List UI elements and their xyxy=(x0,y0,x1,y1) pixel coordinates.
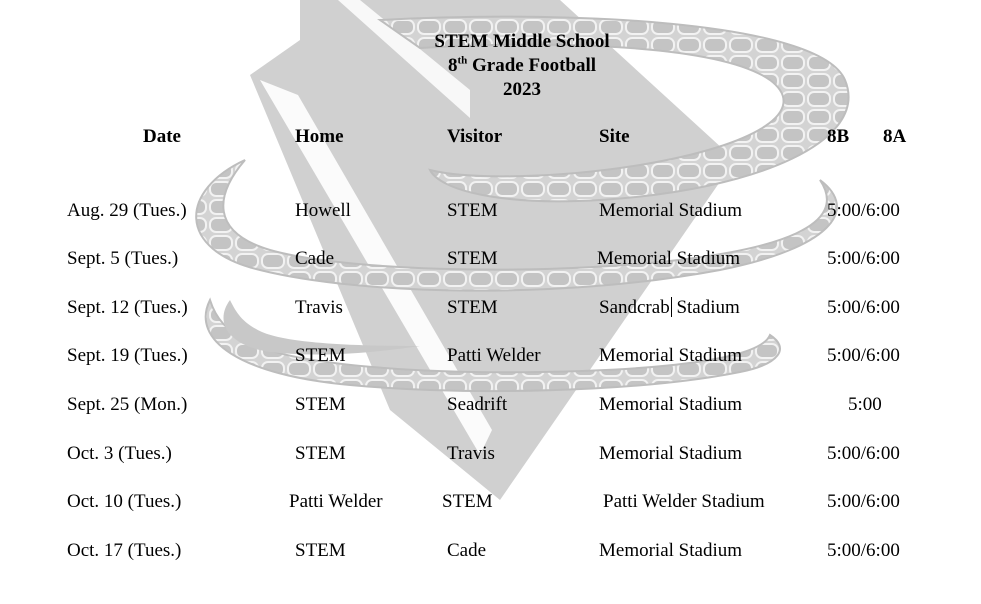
game-date: Oct. 17 (Tues.) xyxy=(67,540,182,561)
game-site: Memorial Stadium xyxy=(599,345,743,366)
header-8b: 8B xyxy=(827,126,850,147)
site-part: Sandcrab xyxy=(599,297,670,318)
game-home: Patti Welder xyxy=(289,491,383,512)
header-site: Site xyxy=(599,126,630,147)
game-site: Memorial Stadium xyxy=(597,248,741,269)
game-visitor: STEM xyxy=(447,248,498,269)
game-home: STEM xyxy=(295,443,346,464)
game-home: Travis xyxy=(295,297,343,318)
game-home: STEM xyxy=(295,394,346,415)
grade-title xyxy=(322,54,722,78)
game-site: Memorial Stadium xyxy=(599,200,743,221)
game-site: Memorial Stadium xyxy=(599,443,743,464)
header-visitor: Visitor xyxy=(447,126,503,147)
game-time: 5:00/6:00 xyxy=(827,443,900,464)
game-home: STEM xyxy=(295,540,346,561)
document-title xyxy=(322,30,722,102)
game-site: Memorial Stadium xyxy=(599,394,743,415)
game-visitor: Patti Welder xyxy=(447,345,541,366)
game-visitor: STEM xyxy=(447,297,498,318)
game-time: 5:00/6:00 xyxy=(827,540,900,561)
game-date: Sept. 5 (Tues.) xyxy=(67,248,179,269)
header-home: Home xyxy=(295,126,344,147)
game-time: 5:00/6:00 xyxy=(827,491,900,512)
game-date: Oct. 3 (Tues.) xyxy=(67,443,172,464)
school-name: STEM Middle School xyxy=(434,31,610,52)
game-visitor: Cade xyxy=(447,540,487,561)
game-visitor: STEM xyxy=(447,200,498,221)
game-home: STEM xyxy=(295,345,346,366)
game-site: Memorial Stadium xyxy=(599,540,743,561)
game-time: 5:00/6:00 xyxy=(827,248,900,269)
game-time: 5:00/6:00 xyxy=(827,200,900,221)
game-time: 5:00 xyxy=(848,394,882,415)
season-year: 2023 xyxy=(503,79,541,100)
header-date: Date xyxy=(143,126,181,147)
game-time: 5:00/6:00 xyxy=(827,297,900,318)
game-home: Howell xyxy=(295,200,351,221)
game-site: Patti Welder Stadium xyxy=(603,491,765,512)
grade-number: 8 xyxy=(447,55,458,76)
header-8a: 8A xyxy=(883,126,907,147)
game-date: Sept. 25 (Mon.) xyxy=(67,394,188,415)
game-home: Cade xyxy=(295,248,335,269)
game-visitor: Seadrift xyxy=(447,394,508,415)
game-date: Oct. 10 (Tues.) xyxy=(67,491,182,512)
game-date: Aug. 29 (Tues.) xyxy=(67,200,187,221)
site-part: Stadium xyxy=(671,297,740,318)
game-date: Sept. 19 (Tues.) xyxy=(67,345,188,366)
grade-rest: Grade Football xyxy=(467,55,597,76)
game-site xyxy=(599,297,740,319)
game-visitor: STEM xyxy=(442,491,493,512)
grade-suffix: th xyxy=(457,54,468,67)
game-date: Sept. 12 (Tues.) xyxy=(67,297,188,318)
game-visitor: Travis xyxy=(447,443,495,464)
game-time: 5:00/6:00 xyxy=(827,345,900,366)
